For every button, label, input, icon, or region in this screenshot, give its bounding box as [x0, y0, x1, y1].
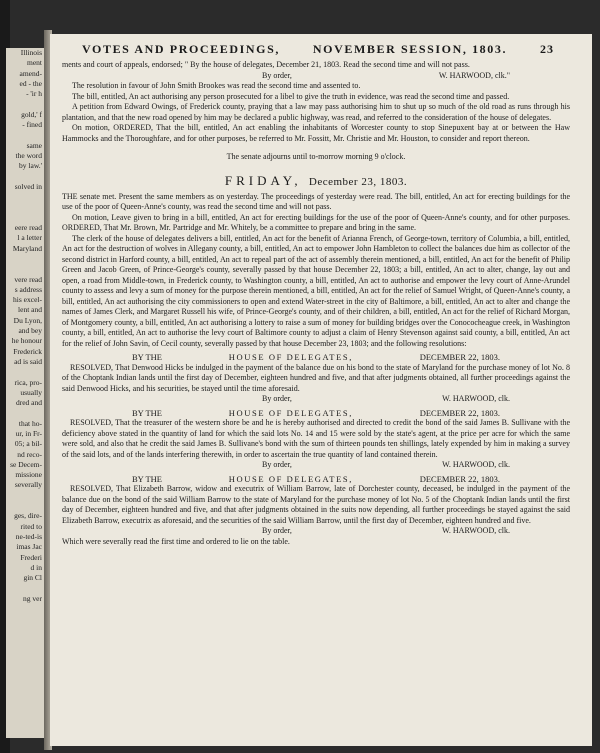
resolution-date: DECEMBER 22, 1803.: [419, 407, 500, 418]
fragment-line: se Decem-: [10, 459, 42, 469]
adjournment-note: The senate adjourns until to-morrow morning 9 o'clock.: [226, 152, 406, 161]
fragment-line: s address: [14, 284, 42, 294]
fragment-line: solved in: [14, 181, 42, 191]
fragment-line: lent and: [18, 305, 42, 315]
day-name: FRIDAY,: [224, 172, 302, 188]
fragment-line: d in: [30, 562, 42, 572]
clerk-signature: W. HARWOOD, clk.: [442, 526, 510, 535]
fragment-line: nd reco-: [17, 449, 42, 459]
day-heading: [62, 171, 570, 192]
viewer-right-edge: [592, 0, 600, 753]
fragment-line: that ho-: [18, 418, 42, 428]
house-prefix: BY THE: [132, 407, 162, 418]
adjacent-page-fragment: [6, 48, 45, 738]
fragment-line: amend-: [19, 68, 42, 78]
fragment-line: [6, 99, 44, 109]
document-page: [50, 34, 592, 746]
resolution-text: RESOLVED, That Elizabeth Barrow, widow and executrix of William Barrow, late of Dorchester county, deceased, be indulged in the payment of the balance due on the bond of the said William Barrow to the state of Maryland for the purchase money of lot No. 5 of the Choptank Indian lands until the first day of December, eighteen hundred and five, and that after judgments obtained in the suits now depending, all further proceedings be stayed against the said Elizabeth Barrow, executrix as aforesaid, and the securities of the said William Barrow, until the first day of December, eighteen hundred and five.: [62, 484, 570, 525]
resolution-text: RESOLVED, That Denwood Hicks be indulged in the payment of the balance due on his bond to the state of Maryland for the purchase money of lot No. 8 of the Choptank Indian lands until the first day of December, eighteen hundred and five, and that after judgments obtained, all further proceedings against the said Denwood Hicks, and his securities, be stayed until the time aforesaid.: [62, 362, 570, 393]
fragment-line: the word: [15, 150, 42, 160]
fragment-line: his excel-: [13, 295, 42, 305]
resolution-block: [62, 352, 570, 405]
fragment-line: [6, 213, 44, 223]
by-order-label: By order,: [262, 394, 292, 403]
resolution-block: [62, 408, 570, 471]
fragment-line: [6, 192, 44, 202]
house-name: HOUSE OF DELEGATES,: [228, 352, 353, 362]
signature-block: [62, 71, 570, 82]
header-title: VOTES AND PROCEEDINGS,: [82, 42, 280, 56]
paragraph: The bill, entitled, An act authorising any person prosecuted for a libel to give the truth in evidence, was read the second time and passed.: [72, 91, 510, 101]
resolution-text: RESOLVED, That the treasurer of the western shore be and he is hereby authorised and directed to credit the bond of the said James B. Sullivane with the deficiency above stated in the quantity of land for which the said lots No. 14 and 15 were sold by the state's agent, at the price per acre for which the same were sold, and also that he credit the said James B. Sullivane's bond with the sum of thirteen pounds ten shillings, lately expended by him in making a survey of the said lots, and of the lands interfering therewith, in order to ascertain the true quantity of land contained therein.: [62, 418, 570, 459]
page-number: 23: [539, 42, 554, 56]
fragment-line: dred and: [15, 398, 42, 408]
fragment-line: gin Cl: [23, 573, 42, 583]
fragment-line: - 'ir h: [26, 89, 42, 99]
fragment-line: [6, 264, 44, 274]
fragment-line: ng ver: [23, 593, 42, 603]
house-name: HOUSE OF DELEGATES,: [228, 407, 353, 418]
resolution-date: DECEMBER 22, 1803.: [419, 473, 500, 484]
fragment-line: [6, 501, 44, 511]
fragment-line: [6, 130, 44, 140]
day-date: December 23, 1803.: [308, 175, 408, 188]
fragment-line: missione: [15, 470, 42, 480]
fragment-line: Frederick: [13, 346, 42, 356]
fragment-line: - fined: [22, 120, 42, 130]
house-prefix: BY THE: [132, 473, 162, 484]
fragment-line: [6, 408, 44, 418]
fragment-line: ment: [27, 58, 42, 68]
fragment-line: [6, 172, 44, 182]
fragment-line: imas Jac: [16, 542, 42, 552]
fragment-line: Du Lyon,: [13, 315, 42, 325]
paragraph: On motion, Leave given to bring in a bill, entitled, An act for erecting buildings for the use of the poor of Queen-Anne's county, and for other purposes. ORDERED, That Mr. Brown, Mr. Partridge and Mr. Whitely, be a committee to prepare and bring in the same.: [62, 212, 570, 232]
fragment-line: [6, 604, 44, 614]
fragment-line: 05; a bil-: [14, 439, 42, 449]
fragment-line: [6, 202, 44, 212]
house-name: HOUSE OF DELEGATES,: [228, 473, 353, 484]
fragment-line: ur, in Fr-: [15, 428, 42, 438]
fragment-line: same: [26, 140, 42, 150]
fragment-line: ad is said: [14, 356, 42, 366]
fragment-line: ne-ted-is: [15, 531, 42, 541]
clerk-signature: W. HARWOOD, clk.: [442, 460, 510, 469]
house-heading: [62, 408, 570, 419]
closing-line: Which were severally read the first time and ordered to lie on the table.: [62, 536, 290, 546]
clerk-signature: W. HARWOOD, clk.": [438, 70, 510, 80]
paragraph: The clerk of the house of delegates delivers a bill, entitled, An act for the benefit of Arianna French, of George-town, territory of Columbia, a bill, entitled, An act for the destruction of wolves in Allegany county, a bill, entitled, An act to empower John Hambleton to collect the balances due him as collector of the second district in Harford county, a bill, entitled, An act to repeal part of the act of assembly therein mentioned, a bill, entitled, An act for the benefit of Philip Green and Jacob Green, of Prince-George's county, severally passed by that house December 22, 1803; a bill, entitled, An act to alter, change, lay out and open, a road from Middle-town, in Frederick county, to Washington county, a bill, entitled, An act to authorise and empower the levy court of Anne-Arundel county to assess and levy a sum of money for the purpose therein mentioned, a bill, entitled, An act for the relief of Samuel Wright, of Queen-Anne's county, a bill, entitled, An act authorising the city commissioners to open and extend Water-street in the city of Baltimore, a bill, entitled, An act to alter and change the names of James Clerk, and Margaret Russell his wife, of Prince-George's county, and of their children, a bill, entitled, An act for the relief of Richard Morgan, of Montgomery county, a bill, entitled, An act authorising a lottery to raise a sum of money for building bridges over the Conococheague creek, in Washington county, a bill, entitled, An act to authorise the levy court of Baltimore county to adjust a claim of Henry Stevenson against said county, a bill, entitled, An act for the relief of John Savin, of Cecil county, severally passed by that house December 23, 1803; and the following resolutions:: [62, 233, 570, 348]
running-header: [82, 42, 554, 57]
fragment-line: [6, 367, 44, 377]
fragment-line: [6, 491, 44, 501]
signature-block: [62, 526, 570, 537]
fragment-line: l a letter: [17, 233, 42, 243]
resolution-block: [62, 474, 570, 537]
fragment-line: by law.': [19, 161, 42, 171]
paragraph: The resolution in favour of John Smith Brookes was read the second time and assented to.: [72, 81, 361, 90]
fragment-line: [6, 254, 44, 264]
fragment-line: eere read: [14, 223, 42, 233]
fragment-line: gold,' f: [21, 109, 42, 119]
paragraph: On motion, ORDERED, That the bill, entitled, An act enabling the inhabitants of Worcester county to stop Sinepuxent bay at or between the Haw Hammocks and the Thoroughfare, and for other purposes, be referred to Mr. Fossitt, Mr. Christie and Mr. Houston, to consider and report thereon.: [62, 123, 570, 143]
paragraph: THE senate met. Present the same members as on yesterday. The proceedings of yesterday were read. The bill, entitled, An act for erecting buildings for the use of the poor of Queen-Anne's county, was read the second time and will not pass.: [62, 191, 570, 211]
fragment-line: rica, pro-: [14, 377, 42, 387]
fragment-line: severally: [14, 480, 42, 490]
page-body: [62, 60, 570, 547]
fragment-line: usually: [20, 387, 42, 397]
by-order-label: By order,: [262, 70, 292, 80]
paragraph: A petition from Edward Owings, of Frederick county, praying that a law may pass authorising him to shut up so much of the old road as runs through his plantation, and that the new road opened by him may be declared a public highway, was read, and referred to the consideration of the house of delegates.: [62, 102, 570, 122]
paragraph: ments and court of appeals, endorsed; " By the house of delegates, December 21, 1803. Read the second time and will not pass.: [62, 60, 470, 69]
fragment-line: ed - the: [19, 78, 42, 88]
fragment-line: ges, dire-: [14, 511, 42, 521]
fragment-line: rited to: [20, 521, 42, 531]
house-heading: [62, 474, 570, 485]
signature-block: [62, 460, 570, 471]
header-session: NOVEMBER SESSION, 1803.: [312, 42, 508, 56]
fragment-line: Illinois: [20, 48, 42, 57]
fragment-line: he honour: [11, 336, 42, 346]
house-prefix: BY THE: [132, 352, 162, 362]
fragment-line: and bey: [18, 326, 42, 336]
fragment-line: Frederi: [20, 552, 42, 562]
resolution-date: DECEMBER 22, 1803.: [419, 352, 500, 362]
house-heading: [62, 352, 570, 363]
fragment-line: Maryland: [12, 243, 42, 253]
fragment-line: [6, 583, 44, 593]
by-order-label: By order,: [262, 460, 292, 469]
signature-block: [62, 394, 570, 405]
fragment-line: vere read: [14, 274, 42, 284]
clerk-signature: W. HARWOOD, clk.: [442, 394, 510, 403]
by-order-label: By order,: [262, 526, 292, 535]
